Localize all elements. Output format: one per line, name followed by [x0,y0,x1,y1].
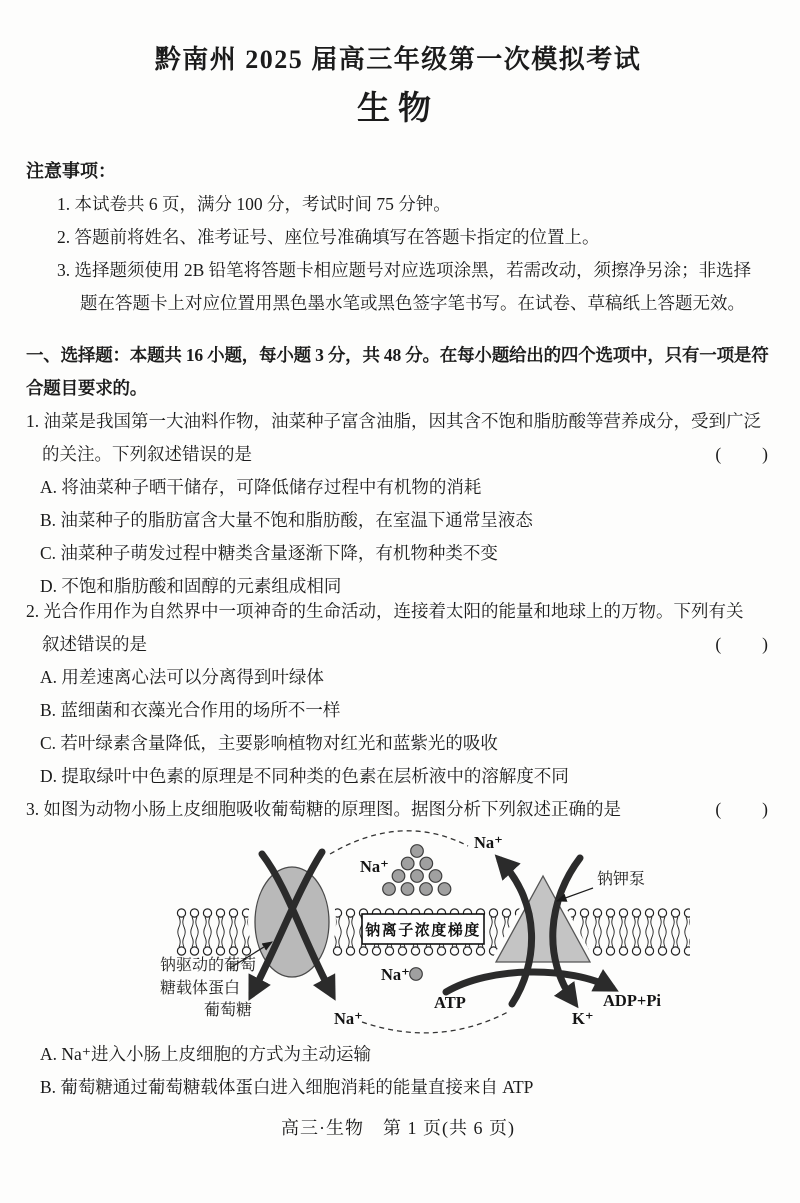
question-3-option-b: B. 葡萄糖通过葡萄糖载体蛋白进入细胞消耗的能量直接来自 ATP [40,1077,534,1097]
question-1-stem-end: 的关注。下列叙述错误的是 [42,444,252,464]
notice-item-2: 2. 答题前将姓名、准考证号、座位号准确填写在答题卡指定的位置上。 [57,227,600,247]
question-1-answer-bracket: ( ) [715,444,770,464]
na-recycle-arc-bottom [362,1012,508,1033]
question-1-option-b: B. 油菜种子的脂肪富含大量不饱和脂肪酸，在室温下通常呈液态 [40,510,533,530]
na-ion [429,870,442,883]
na-inside-label: Na⁺ [381,965,410,984]
na-ion-inside [410,968,423,981]
question-3-option-a: A. Na⁺进入小肠上皮细胞的方式为主动运输 [40,1044,372,1064]
question-1-line1: 1. 油菜是我国第一大油料作物，油菜种子富含油脂，因其含不饱和脂肪酸等营养成分，受到广泛 [26,411,761,431]
na-ion [420,883,433,896]
carrier-protein-label-line1: 钠驱动的葡萄 [160,957,257,974]
page-footer: 高三·生物 第 1 页(共 6 页) [281,1118,515,1138]
question-2-line2 [42,628,770,661]
question-2-option-c: C. 若叶绿素含量降低，主要影响植物对红光和蓝紫光的吸收 [40,733,498,753]
na-carrier-out-label: Na⁺ [334,1009,363,1028]
question-1-option-d: D. 不饱和脂肪酸和固醇的元素组成相同 [40,576,342,596]
na-ion [401,857,414,870]
atp-hydrolysis-arrow [446,972,612,992]
section-heading-line2: 合题目要求的。 [26,378,148,398]
atp-label: ATP [434,993,466,1012]
na-ion [420,857,433,870]
notice-item-3-line1: 3. 选择题须使用 2B 铅笔将答题卡相应题号对应选项涂黑，若需改动，须擦净另涂；非选择 [57,260,752,280]
na-ion [411,870,424,883]
na-ion [411,845,424,858]
question-1-line2 [42,438,770,471]
pump-label: 钠钾泵 [597,871,646,888]
question-1-option-c: C. 油菜种子萌发过程中糖类含量逐渐下降，有机物种类不变 [40,543,498,563]
question-2-option-a: A. 用差速离心法可以分离得到叶绿体 [40,667,324,687]
question-2-option-b: B. 蓝细菌和衣藻光合作用的场所不一样 [40,700,341,720]
notice-heading: 注意事项： [26,161,116,181]
exam-subject: 生物 [357,91,439,127]
na-ion [401,883,414,896]
question-2-option-d: D. 提取绿叶中色素的原理是不同种类的色素在层析液中的溶解度不同 [40,766,569,786]
na-pump-out-label: Na⁺ [474,833,503,852]
notice-item-3-line2: 题在答题卡上对应位置用黑色墨水笔或黑色签字笔书写。在试卷、草稿纸上答题无效。 [80,293,745,313]
na-cluster-label: Na⁺ [360,857,389,876]
question-2-answer-bracket: ( ) [715,634,770,654]
na-ion [383,883,396,896]
na-ion [438,883,451,896]
adp-label: ADP+Pi [603,991,661,1010]
carrier-protein-label-line2: 糖载体蛋白 [160,980,241,997]
notice-item-1: 1. 本试卷共 6 页，满分 100 分，考试时间 75 分钟。 [57,194,451,214]
gradient-box-label: 钠离子浓度梯度 [365,923,481,939]
k-label: K⁺ [572,1009,594,1028]
glucose-label: 葡萄糖 [204,1002,253,1019]
na-ion [392,870,405,883]
question-1-option-a: A. 将油菜种子晒干储存，可降低储存过程中有机物的消耗 [40,477,482,497]
exam-title: 黔南州 2025 届高三年级第一次模拟考试 [154,45,642,74]
na-recycle-arc-top [330,831,468,854]
question-2-line1: 2. 光合作用作为自然界中一项神奇的生命活动，连接着太阳的能量和地球上的万物。下列有关 [26,601,744,621]
section-heading-line1: 一、选择题：本题共 16 小题，每小题 3 分，共 48 分。在每小题给出的四个选项中，只有一项是符 [26,345,769,365]
question-3-stem: 3. 如图为动物小肠上皮细胞吸收葡萄糖的原理图。据图分析下列叙述正确的是 [26,799,621,819]
na-ion-cluster [383,845,451,896]
question-2-stem-end: 叙述错误的是 [42,634,147,654]
membrane-transport-diagram [138,810,718,1050]
question-3-answer-bracket: ( ) [715,799,770,819]
